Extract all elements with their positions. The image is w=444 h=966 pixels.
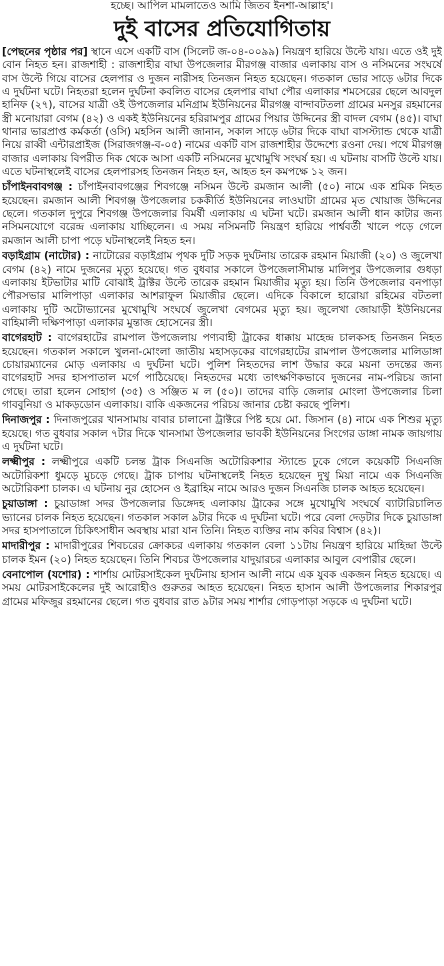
dateline: চুয়াডাঙ্গা : <box>2 498 49 511</box>
paragraph-text: চুয়াডাঙ্গা সদর উপজেলার ডিঙ্গেদহ এলাকায় ট্রাকের সঙ্গে মুখোমুখি সংঘর্ষে ব্যাটারিচালিত ভ্যানের চালক নিহত হয়েছেন। গতকাল সকাল ৯টার দিকে এ দুর্ঘটনা ঘটে। পরে বেলা দেড়টার দিকে চুয়াডাঙ্গা সদর হাসপাতালে চিকিৎসাধীন অবস্থায় মারা যান তিনি। নিহত ব্যক্তির নাম কবির বিশ্বাস (৪২)। <box>2 498 442 538</box>
dateline: বড়াইগ্রাম (নাটোর) : <box>2 250 90 263</box>
article-paragraph <box>2 181 442 248</box>
newspaper-clipping <box>2 0 442 966</box>
article-paragraph <box>2 46 442 179</box>
paragraph-text: দিনাজপুরের খানসামায় বাবার চালানো ট্রাক্টরে পিষ্ট হয়ে মো. জিসান (৪) নামে এক শিশুর মৃত্যু হয়েছে। গত বুধবার সকাল ৭টার দিকে খানসামা উপজেলার ভাবকী ইউনিয়নের সিংগের ডাঙ্গা নামক জায়গায় এ দুর্ঘটনা ঘটে। <box>2 414 442 453</box>
paragraph-text: নাটোরের বড়াইগ্রাম পৃথক দুটি সড়ক দুর্ঘটনায় তারেক রহমান মিয়াজী (২০) ও জুলেখা বেগম (৪২) নামে দুজনের মৃত্যু হয়েছে। গত বুধবার সকালে উপজেলাসীমান্ত মালিপুর উপজেলার গুধড়া এলাকায় ইটভাটার মাটি বোঝাই ট্রাক্টর উল্টে তারেক রহমান মিয়াজীর মৃত্যু হয়। তিনি উপজেলার বনপাড়া পৌরসভার মালিপাড়া এলাকার আশরাফুল মিয়াজীর ছেলে। এদিকে বিকালে হারোয়া রহিমের বটতলা এলাকায় দুটি অটোভ্যানের মুখোমুখি সংঘর্ষে জুলেখা বেগমের মৃত্যু হয়। জুলেখা জোয়াড়ী ইউনিয়নের বাহিমালী দক্ষিণপাড়া এলাকার মুন্তাজ হোসেনের স্ত্রী। <box>2 250 442 329</box>
article-body <box>2 46 442 609</box>
article-paragraph <box>2 569 442 609</box>
paragraph-text: চাঁপাইনবাবগঞ্জের শিবগঞ্জে নসিমন উল্টে রমজান আলী (৫০) নামে এক শ্রমিক নিহত হয়েছেন। রমজান আলী শিবগঞ্জ উপজেলার চককীর্তি ইউনিয়নের লাওঘাটা গ্রামের মৃত খোয়াজ উদ্দিনের ছেলে। গতকাল দুপুরে শিবগঞ্জ উপজেলার বিমর্ষী এলাকায় এ ঘটনা ঘটে। রমজান আলী ধান কাটার জন্য নসিমনযোগে বরেন্দ্র এলাকায় যাচ্ছিলেন। এ সময় নসিমনটি নিয়ন্ত্রণ হারিয়ে পার্শ্ববর্তী খালে পড়ে গেলে রমজান আলী চাপা পড়ে ঘটনাস্থলেই নিহত হন। <box>2 181 442 247</box>
previous-article-tail: হচ্ছে। আপিল মামলাতেও আমি জিতব ইনশা-আল্লাহ'। <box>110 0 334 12</box>
article-paragraph <box>2 332 442 412</box>
article-paragraph <box>2 250 442 330</box>
paragraph-text: লক্ষ্মীপুরে একটি চলন্ত ট্রাক সিএনজি অটোরিকশার স্ট্যান্ডে ঢুকে গেলে কয়েকটি সিএনজি অটোরিকশা ধুমড়ে মুচড়ে গেছে। ট্রাক চাপায় ঘটনাস্থলেই নিহত হয়েছেন দুখু মিয়া নামে এক সিএনজি অটোরিকশা চালক। এ ঘটনায় নুর হোসেন ও ইব্রাহিম নামে আরও দুজন সিএনজি চালক আহত হয়েছেন। <box>2 456 442 495</box>
dateline: দিনাজপুর : <box>2 414 50 427</box>
continued-from-marker: [পেছনের পৃষ্ঠার পর] <box>2 46 88 58</box>
dateline: লক্ষ্মীপুর : <box>2 456 46 469</box>
dateline: মাদারীপুর : <box>2 540 50 553</box>
article-paragraph <box>2 498 442 538</box>
article-paragraph <box>2 540 442 567</box>
paragraph-text: শার্শায় মোটরসাইকেল দুর্ঘটনায় হাসান আলী নামে এক যুবক একজন নিহত হয়েছে। এ সময় মোটরসাইকেলের দুই আরোহীও গুরুতর আহত হয়েছেন। নিহত হাসান আলী উপজেলার শিকারপুর গ্রামের মফিজুর রহমানের ছেলে। গত বুধবার রাত ৯টার সময় শার্শার গোড়পাড়া সড়কে এ দুর্ঘটনা ঘটে। <box>2 569 442 608</box>
paragraph-text: মাদারীপুরের শিবচরের ক্রোকচর এলাকায় গতকাল বেলা ১১টায় নিয়ন্ত্রণ হারিয়ে মাহিন্দ্রা উল্টে চালক ইমন (২০) নিহত হয়েছেন। তিনি শিবচর উপজেলার যাদুয়ারচর এলাকার আবুল বেপারীর ছেলে। <box>2 540 442 566</box>
paragraph-text: বাগেরহাটের রামপাল উপজেলায় পণ্যবাহী ট্রাকের ধাক্কায় মাহেন্দ্র চালকসহ তিনজন নিহত হয়েছেন। গতকাল সকালে খুলনা-মোংলা জাতীয় মহাসড়কের বাগেরহাটের রামপাল উপজেলার মালিডাঙ্গা চোয়ারম্যানের মোড় এলাকায় এ দুর্ঘটনা ঘটে। পুলিশ নিহতদের লাশ উদ্ধার করে ময়না তদন্তের জন্য বাগেরহাট সদর হাসপাতাল মর্গে পাঠিয়েছে। নিহতদের মধ্যে তাৎক্ষণিকভাবে দুজনের নাম-পরিচয় জানা গেছে। তারা হলেন সোহাগ (৩৫) ও সঞ্জিত ম ল (৫০)। তাদের বাড়ি জেলার মোংলা উপজেলার চিলা গাববুনিয়া ও মাকড়ডোন এলাকায়। বাকি একজনের পরিচয় জানার চেষ্টা করছে পুলিশ। <box>2 332 442 411</box>
article-paragraph <box>2 414 442 454</box>
article-paragraph <box>2 456 442 496</box>
dateline: বাগেরহাট : <box>2 332 52 345</box>
dateline: চাঁপাইনবাবগঞ্জ : <box>2 181 73 194</box>
dateline: বেনাপোল (যশোর) : <box>2 569 90 582</box>
paragraph-text: স্থানে এসে একটি বাস (সিলেট জ-০৪-০০৯৯) নিয়ন্ত্রণ হারিয়ে উল্টে যায়। এতে ওই দুই বোন নিহত হন। রাজশাহী : রাজশাহীর বাঘা উপজেলার মীরগঞ্জ বাজার এলাকায় বাস ও নসিমনের সংঘর্ষে বাস উল্টে গিয়ে বাসের হেলপার ও দুজন নারীসহ তিনজন নিহত হয়েছেন। গতকাল ভোর সাড়ে ৬টার দিকে এ দুর্ঘটনা ঘটে। নিহতরা হলেন দুর্ঘটনা কবলিত বাসের হেলপার বাঘা পৌর এলাকার শমসেরের ছেলে আবদুল হানিফ (২৭), বাসের যাত্রী ওই উপজেলার মনিগ্রাম ইউনিয়নের মীরগঞ্জ বান্দাবটতলা গ্রামের মনসুর রহমানের স্ত্রী মনোয়ারা বেগম (৪২) ও একই ইউনিয়নের হরিরামপুর গ্রামের পিয়ার উদ্দিনের স্ত্রী বাদল বেগম (৪৫)। বাঘা থানার ভারপ্রাপ্ত কর্মকর্তা (ওসি) মহসিন আলী জানান, সকাল সাড়ে ৬টার দিকে বাঘা বাসস্ট্যান্ড থেকে যাত্রী নিয়ে রাব্বী এন্টারপ্রাইজ (সিরাজগঞ্জ-ব-০৫) নামের একটি বাস রাজশাহীর উদ্দেশ্যে রওনা দেয়। পথে মীরগঞ্জ বাজার এলাকায় বিপরীত দিক থেকে আসা একটি নসিমনের মুখোমুখি সংঘর্ষ হয়। এ ঘটনায় বাসটি উল্টে যায়। এতে ঘটনাস্থলেই বাসের হেলপারসহ তিনজন নিহত হন, আহত হন কমপক্ষে ১২ জন। <box>2 46 442 179</box>
headline: দুই বাসের প্রতিযোগিতায় <box>113 16 331 42</box>
